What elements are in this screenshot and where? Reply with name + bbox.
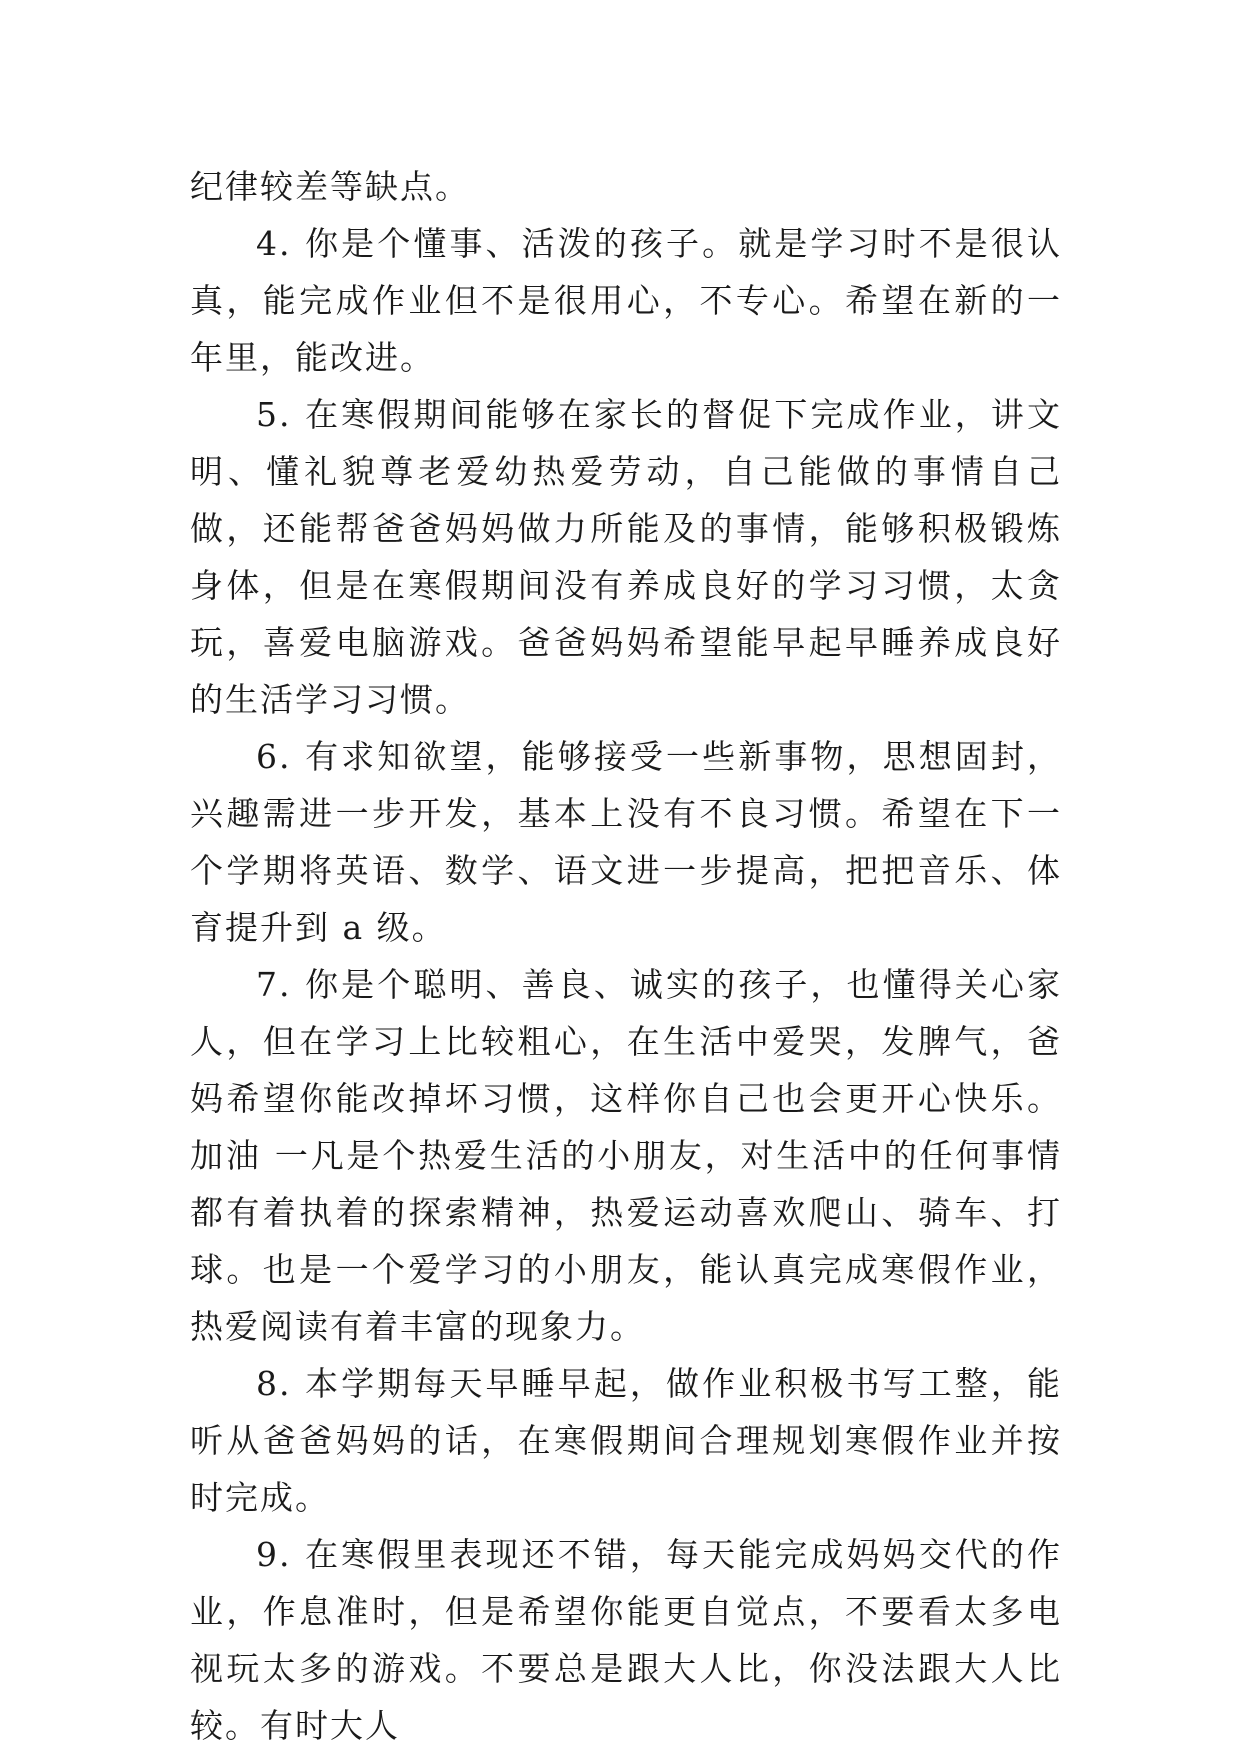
paragraph-continuation: 纪律较差等缺点。 xyxy=(190,167,470,206)
paragraph-item-6: 6. 有求知欲望，能够接受一些新事物，思想固封，兴趣需进一步开发，基本上没有不良习惯。希望在下一个学期将英语、数学、语文进一步提高，把把音乐、体育提升到 a 级。 xyxy=(190,737,1062,947)
paragraph-item-9: 9. 在寒假里表现还不错，每天能完成妈妈交代的作业，作息准时，但是希望你能更自觉点，不要看太多电视玩太多的游戏。不要总是跟大人比，你没法跟大人比较。有时大人 xyxy=(190,1535,1062,1745)
paragraph-item-8: 8. 本学期每天早睡早起，做作业积极书写工整，能听从爸爸妈妈的话，在寒假期间合理规划寒假作业并按时完成。 xyxy=(190,1364,1062,1517)
paragraph-item-4: 4. 你是个懂事、活泼的孩子。就是学习时不是很认真，能完成作业但不是很用心，不专心。希望在新的一年里，能改进。 xyxy=(190,224,1062,377)
paragraph-item-7: 7. 你是个聪明、善良、诚实的孩子，也懂得关心家人，但在学习上比较粗心，在生活中爱哭，发脾气，爸妈希望你能改掉坏习惯，这样你自己也会更开心快乐。加油 一凡是个热爱生活的小朋友，对生活中的任何事情都有着执着的探索精神，热爱运动喜欢爬山、骑车、打球。也是一个爱学习的小朋友，能认真完成寒假作业，热爱阅读有着丰富的现象力。 xyxy=(190,965,1062,1346)
document-body xyxy=(190,158,1062,1754)
paragraph-item-5: 5. 在寒假期间能够在家长的督促下完成作业，讲文明、懂礼貌尊老爱幼热爱劳动，自己能做的事情自己做，还能帮爸爸妈妈做力所能及的事情，能够积极锻炼身体，但是在寒假期间没有养成良好的学习习惯，太贪玩，喜爱电脑游戏。爸爸妈妈希望能早起早睡养成良好的生活学习习惯。 xyxy=(190,395,1062,719)
